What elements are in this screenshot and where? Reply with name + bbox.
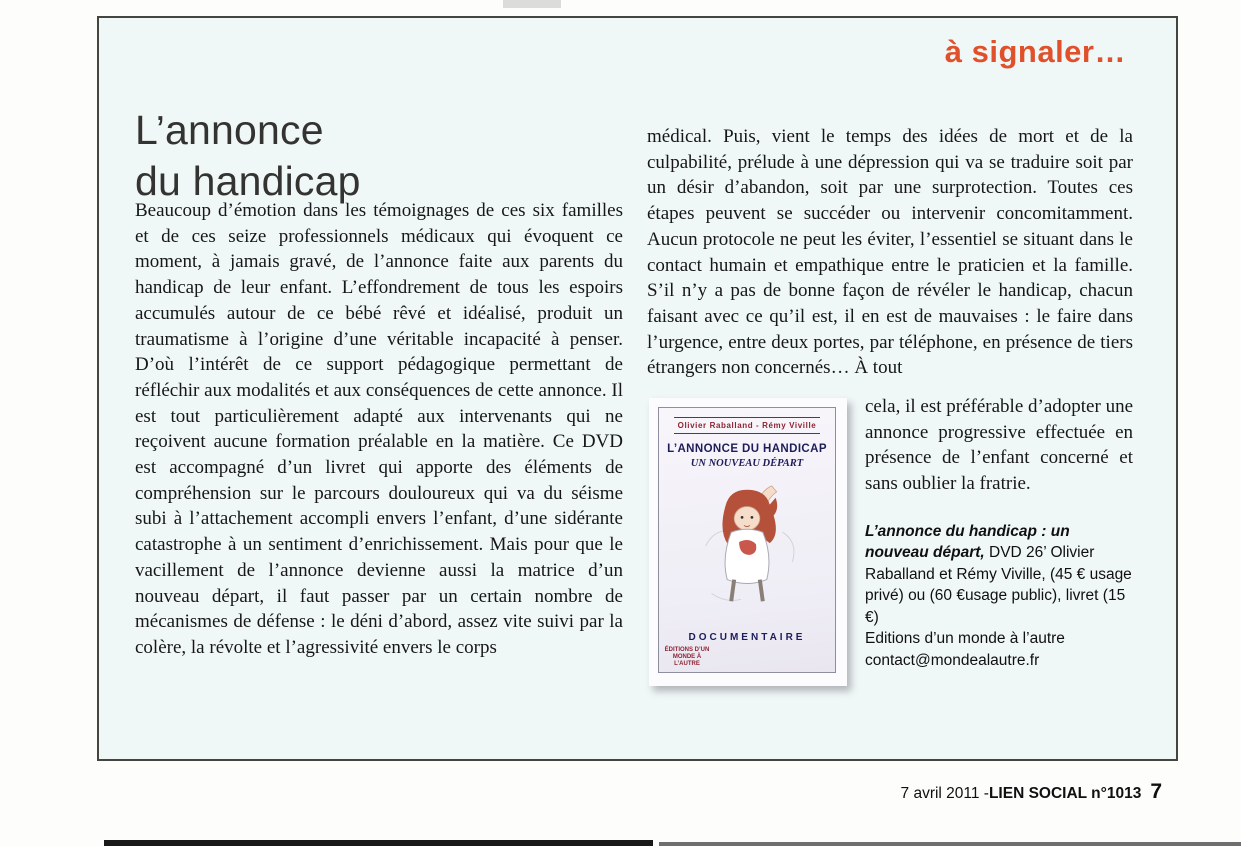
dvd-genre: DOCUMENTAIRE [688, 632, 806, 644]
footer-page-number: 7 [1150, 780, 1162, 803]
left-column-text: Beaucoup d’émotion dans les témoignages de ces six familles et de ces seize professionnels médicaux qui évoquent ce moment, à jamais gravé, de l’annonce faite aux parents du handicap de leur enfant. L’effondrement de tous les espoirs accumulés autour de ce bébé rêvé et idéalisé, produit un traumatisme à l’origine d’une véritable incapacité à penser. D’où l’intérêt de ce support pédagogique permettant de réfléchir aux modalités et aux conséquences de cette annonce. Il est tout particulièrement adapté aux intervenants qui ne reçoivent aucune formation préalable en la matière. Ce DVD est accompagné d’un livret qui apporte des éléments de compréhension sur le parcours douloureux qui va du séisme subi à l’attachement accompli envers l’enfant, d’une sidérante catastrophe à un sentiment d’enrichissement. Mais pour que le vacillement de l’annonce devienne aussi la matrice d’un nouveau départ, il faut passer par un certain nombre de mécanismes de défense : le déni d’abord, assez vite suivi par la colère, la révolte et l’agressivité envers le corps [135, 200, 623, 658]
article-frame [97, 16, 1178, 761]
dvd-title: L’ANNONCE DU HANDICAP [667, 443, 827, 456]
scan-artifact-top [503, 0, 561, 8]
scan-artifact-bottom-right [659, 842, 1241, 846]
page-footer [901, 780, 1162, 804]
dvd-cover-footer [664, 647, 830, 668]
dvd-subtitle: UN NOUVEAU DÉPART [690, 458, 804, 470]
footer-date: 7 avril 2011 - [900, 785, 989, 802]
article-title-line2: du handicap [135, 158, 361, 205]
right-column [647, 124, 1133, 688]
dvd-authors: Olivier Raballand - Rémy Viville [677, 421, 817, 431]
footer-journal-name: LIEN SOCIAL n°1013 [988, 785, 1142, 802]
dvd-cover-photo [649, 398, 847, 686]
cover-rule-top [674, 417, 820, 418]
dvd-publisher-logo: ÉDITIONS D’UN MONDE À L’AUTRE [664, 647, 710, 668]
left-column [135, 198, 623, 661]
right-column-text-top: médical. Puis, vient le temps des idées de mort et de la culpabilité, prélude à une dépression qui va se traduire soit par un désir d’abandon, soit par une surprotection. Toutes ces étapes peuvent se succéder ou intervenir concomitamment. Aucun protocole ne peut les éviter, l’essentiel se situant dans le contact humain et empathique entre le praticien et la famille. S’il n’y a pas de bonne façon de révéler le handicap, chacun faisant avec ce qu’il est, il en est de mauvaises : le faire dans l’urgence, entre deux portes, par téléphone, en présence de tiers étrangers non concernés… À tout [647, 126, 1133, 379]
caption-publisher: Editions d’un monde à l’autre [865, 630, 1065, 648]
caption-title: L’annonce du handicap : un nouveau départ, [865, 522, 1070, 562]
cover-rule-bottom [674, 433, 820, 434]
caption-email: contact@mondealautre.fr [865, 651, 1040, 669]
caption-details: DVD 26’ Olivier Raballand et Rémy Viville, (45 € usage privé) ou (60 €usage public), livret (15 €) [865, 544, 1132, 626]
dvd-cover-illustration [664, 469, 830, 629]
right-column-text-wrap: cela, il est préférable d’adopter une annonce progressive effectuée en présence de l’enfant concerné et sans oublier la fratrie. [865, 396, 1133, 495]
scan-artifact-bottom-left [104, 840, 653, 846]
child-drawing-icon [687, 475, 807, 623]
article-title [135, 105, 361, 207]
article-title-line1: L’annonce [135, 107, 324, 154]
dvd-cover [658, 407, 836, 673]
dvd-section [647, 394, 1133, 671]
section-label: à signaler… [944, 34, 1126, 69]
